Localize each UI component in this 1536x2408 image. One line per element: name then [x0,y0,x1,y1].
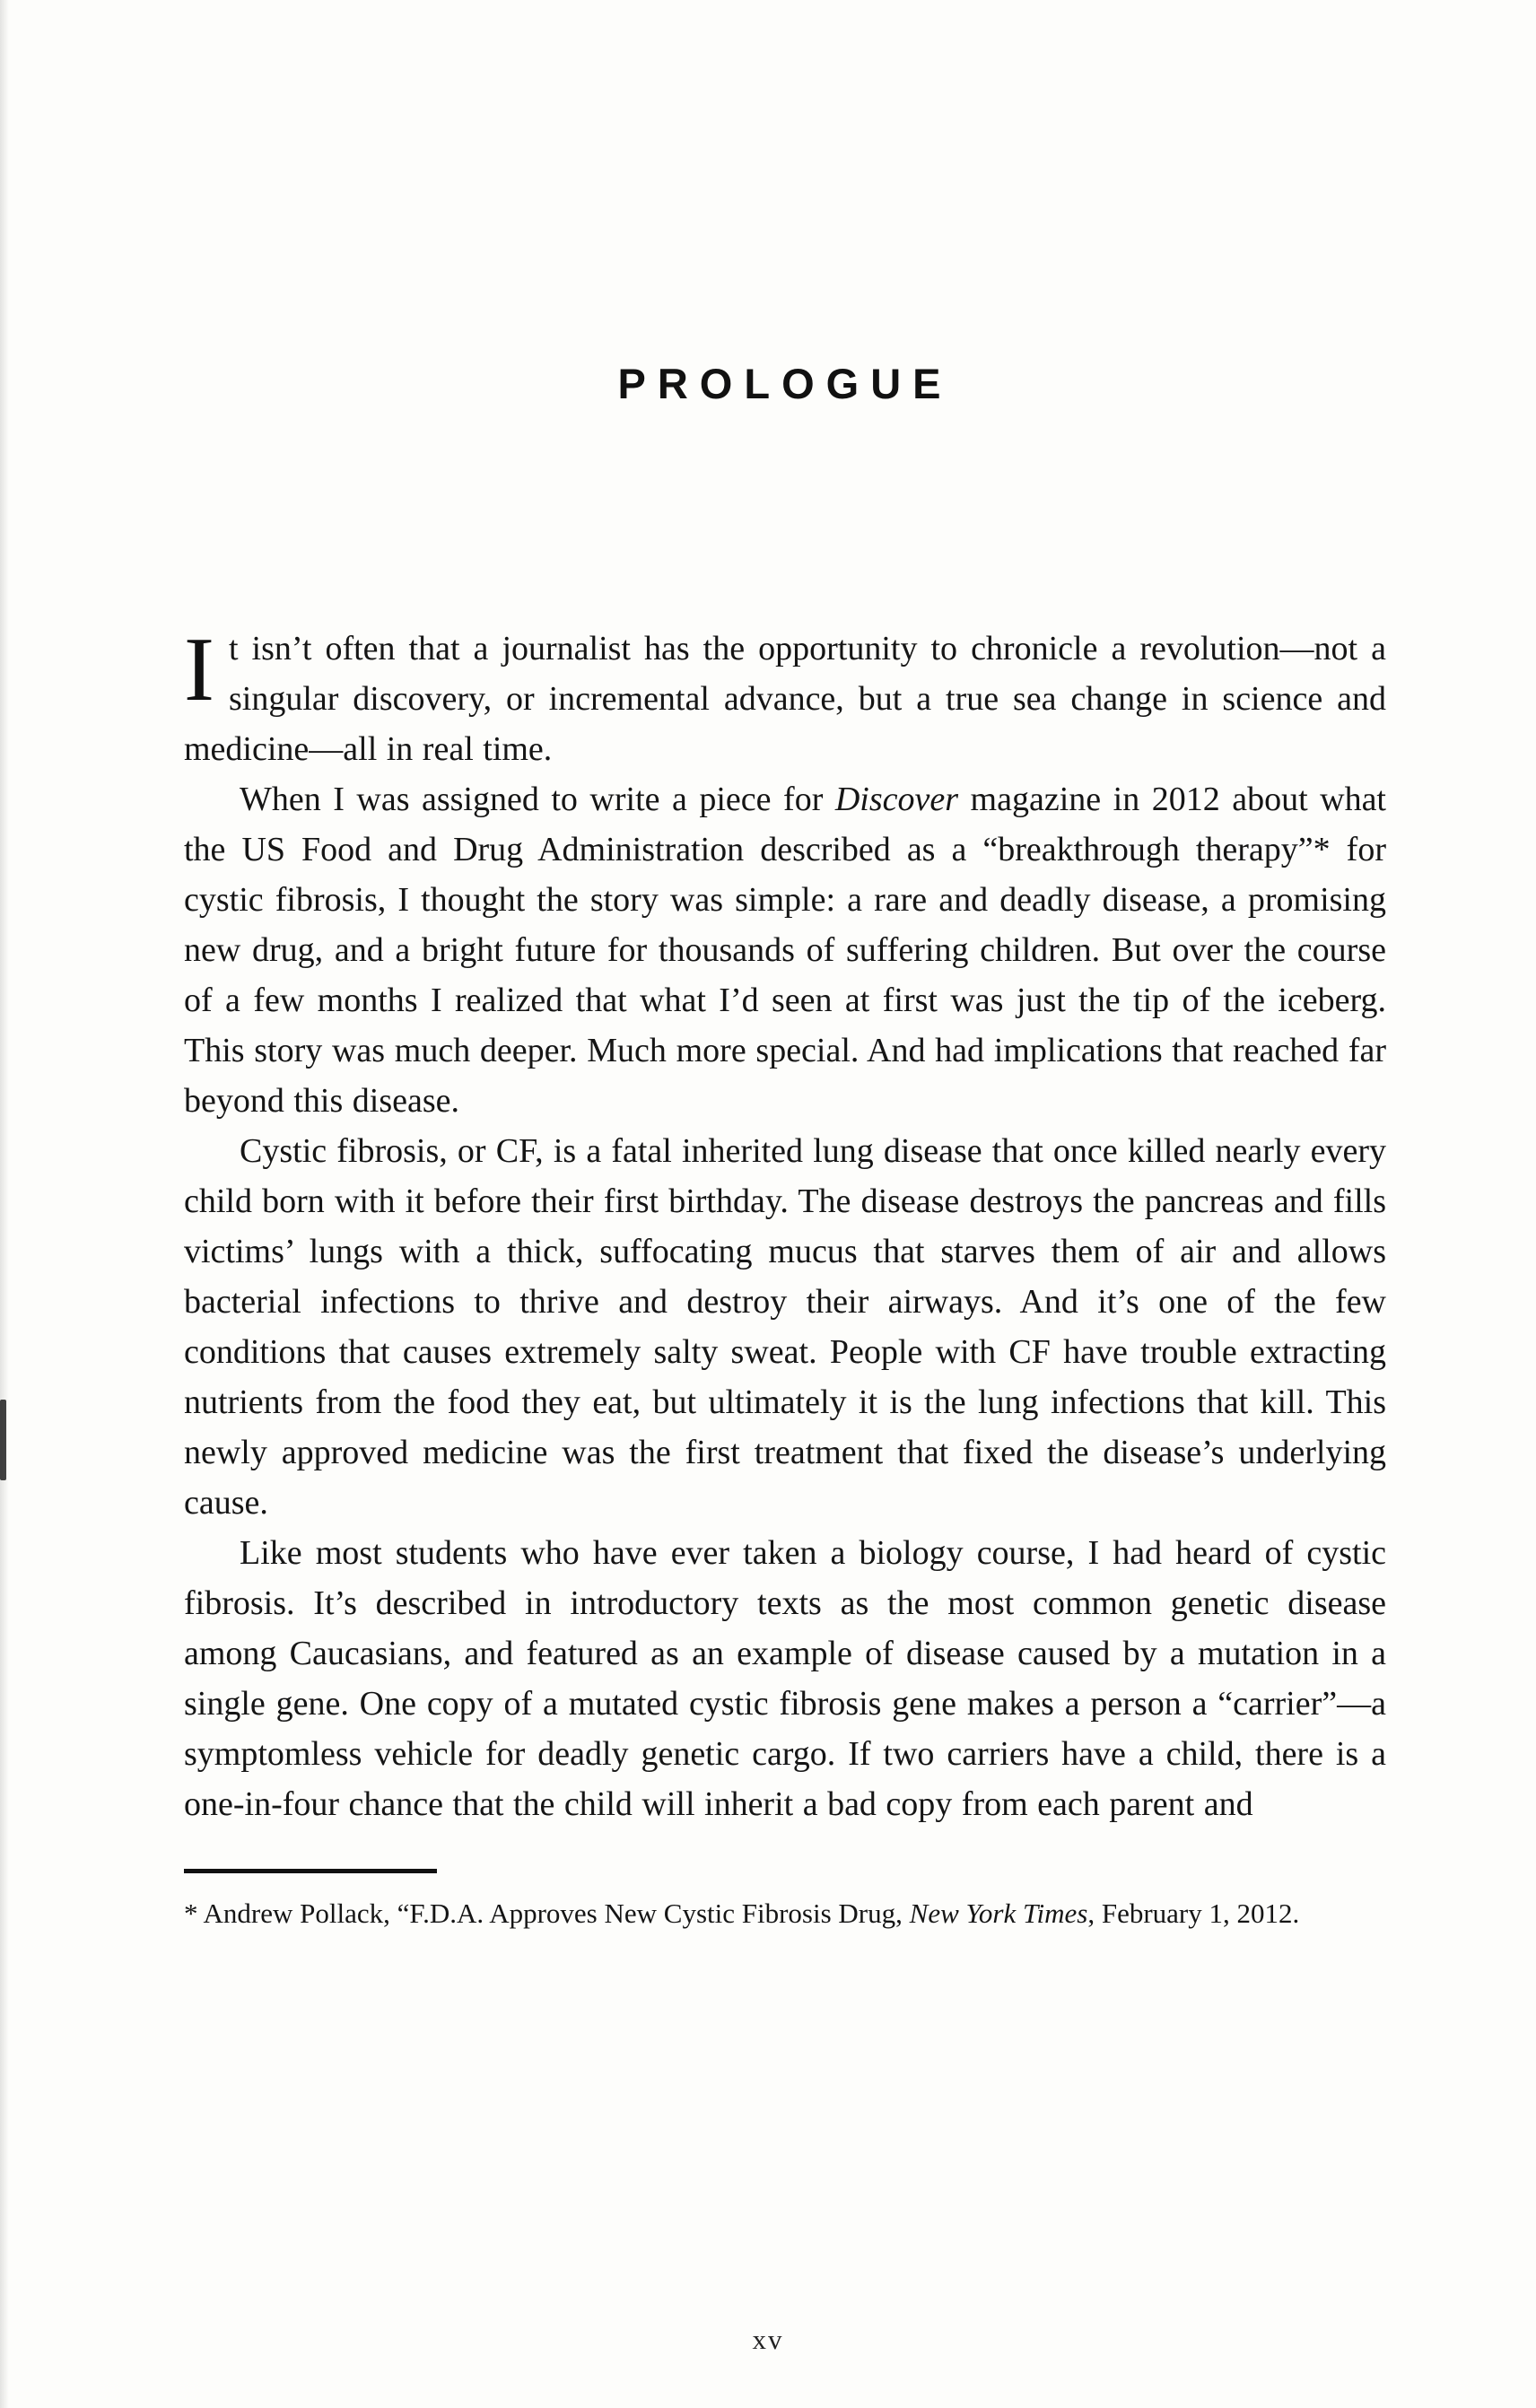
drop-cap: I [184,619,214,720]
paragraph-text: Cystic fibrosis, or CF, is a fatal inherited lung disease that once killed nearly every child born with it before their first birthday. The disease destroys the pancreas and fills victims’ lungs with a thick, suffocating mucus that starves them of air and allows bacterial infections to thrive and destroy their airways. And it’s one of the few conditions that causes extremely salty sweat. People with CF have trouble extracting nutrients from the food they eat, but ultimately it is the lung infections that kill. This newly approved medicine was the first treatment that fixed the disease’s underlying cause. [184,1132,1386,1522]
scan-artifact [0,1400,6,1480]
footnote-block [184,1869,1386,1934]
paragraph [184,619,1386,774]
paragraph-text: magazine in 2012 about what the US Food and Drug Administration described as a “breakthrough therapy”* for cystic fibrosis, I thought the story was simple: a rare and deadly disease, a promising new drug, and a bright future for thousands of suffering children. But over the course of a few months I realized that what I’d seen at first was just the tip of the iceberg. This story was much deeper. Much more special. And had implications that reached far beyond this disease. [184,781,1386,1120]
scan-edge-shadow [0,0,9,2408]
footnote-italic-title: New York Times [909,1898,1088,1929]
paragraph-text: Like most students who have ever taken a biology course, I had heard of cystic fibrosis. It’s described in introductory texts as the most common genetic disease among Caucasians, and featured as an example of disease caused by a mutation in a single gene. One copy of a mutated cystic fibrosis gene makes a person a “carrier”—a symptomless vehicle for deadly genetic cargo. If two carriers have a child, there is a one-in-four chance that the child will inherit a bad copy from each parent and [184,1534,1386,1823]
page-number: xv [752,2324,784,2355]
italic-text: Discover [834,781,959,818]
paragraph [184,774,1386,1126]
footnote-text-after: , February 1, 2012. [1087,1898,1300,1929]
chapter-title: PROLOGUE [617,360,953,407]
paragraph-text: When I was assigned to write a piece for [240,781,835,818]
footnote-text-before: * Andrew Pollack, “F.D.A. Approves New Cystic Fibrosis Drug, [184,1898,910,1929]
footnote-separator [184,1869,437,1873]
paragraph [184,1528,1386,1829]
paragraph-text: t isn’t often that a journalist has the opportunity to chronicle a revolution—not a singular discovery, or incremental advance, but a true sea change in science and medicine—all in real time. [184,630,1386,768]
body-text [184,619,1386,1829]
footnote [184,1893,1386,1934]
paragraph [184,1126,1386,1528]
